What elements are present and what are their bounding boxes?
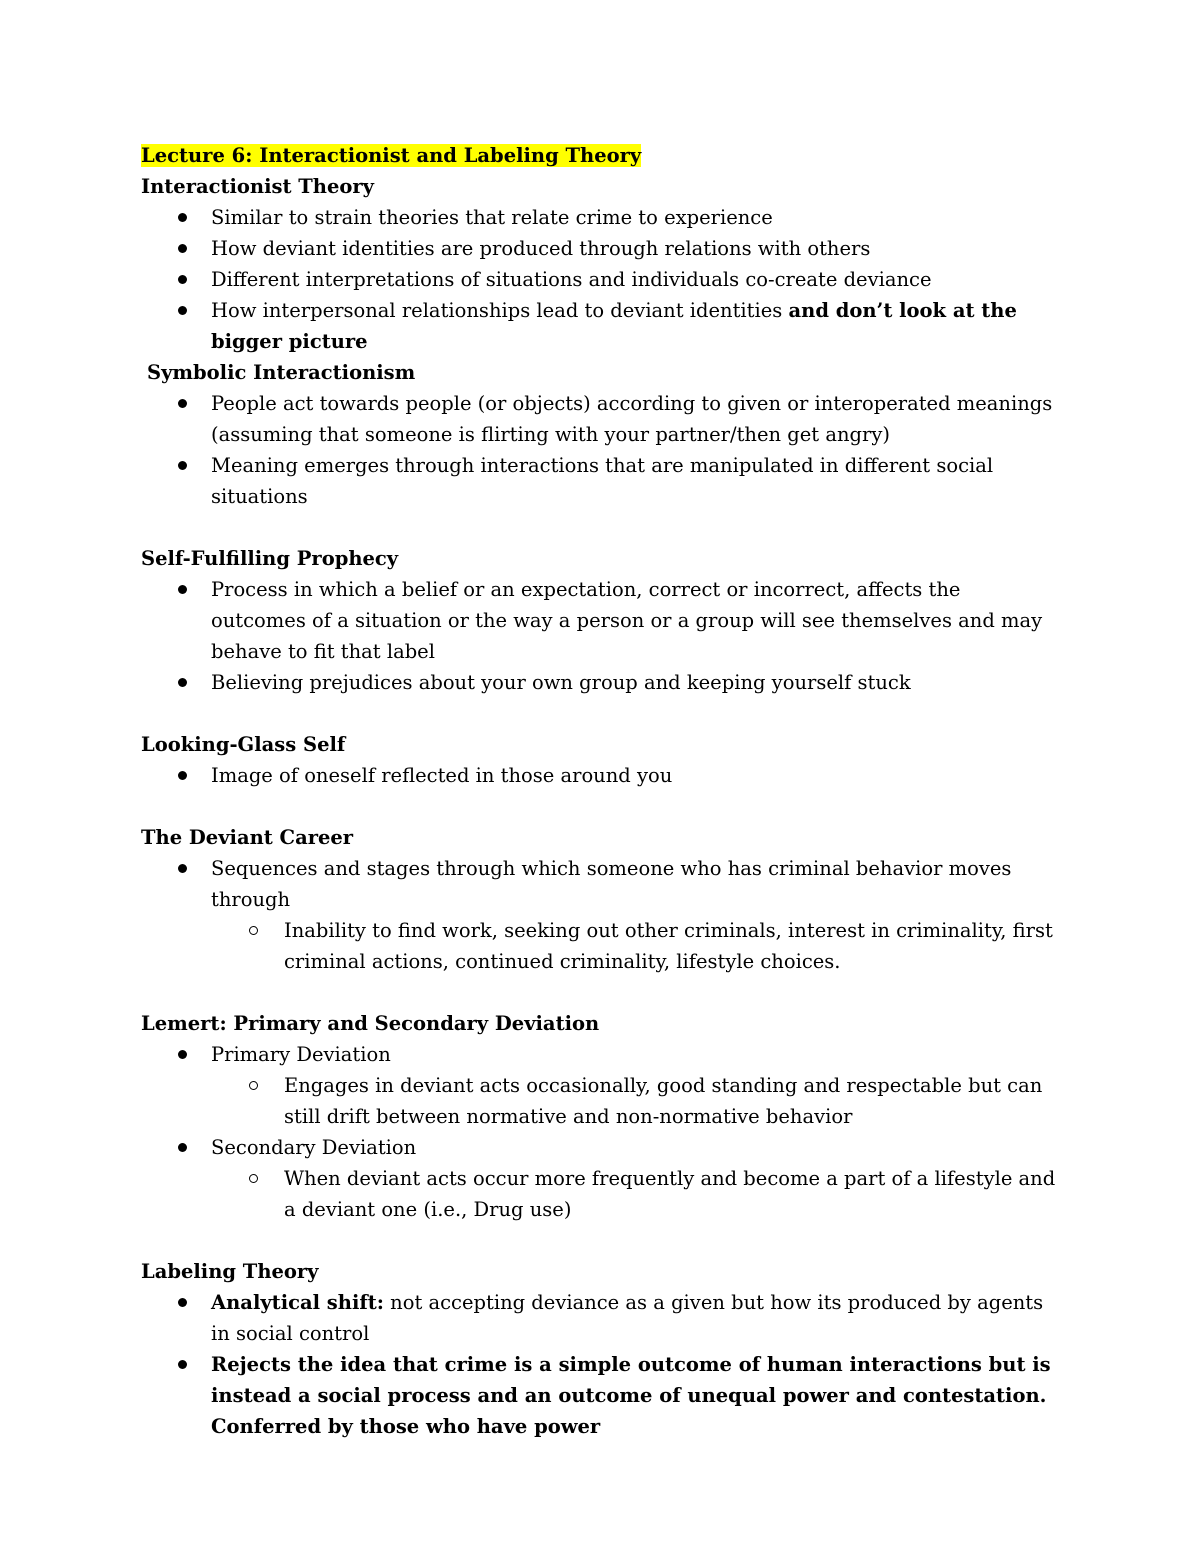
list-item (141, 853, 1061, 977)
heading-deviant-career: The Deviant Career (141, 826, 354, 849)
spacer (141, 977, 1061, 1008)
deviant-career-sublist (211, 915, 1061, 977)
hollow-bullet-icon (249, 1081, 258, 1090)
bullet-icon (178, 1298, 187, 1307)
labeling-list (141, 1287, 1061, 1442)
list-item (141, 1132, 1061, 1225)
bullet-icon (178, 1360, 187, 1369)
heading-interactionist-theory: Interactionist Theory (141, 175, 374, 198)
list-item (141, 1287, 1061, 1349)
lecture-title-highlight: Lecture 6: Interactionist and Labeling Theory (141, 144, 642, 167)
list-item-text: Similar to strain theories that relate crime to experience (211, 206, 773, 229)
list-item (141, 667, 1061, 698)
list-item-text: Secondary Deviation (211, 1136, 417, 1159)
sub-list-item-text: Inability to find work, seeking out other criminals, interest in criminality, first criminal actions, continued criminality, lifestyle choices. (284, 919, 1053, 973)
list-item (141, 1039, 1061, 1132)
list-item-text: Primary Deviation (211, 1043, 391, 1066)
primary-deviation-sublist (211, 1070, 1061, 1132)
list-item (141, 760, 1061, 791)
sub-list-item-text: Engages in deviant acts occasionally, good standing and respectable but can still drift between normative and non-normative behavior (284, 1074, 1043, 1128)
looking-glass-list (141, 760, 1061, 791)
list-item (141, 388, 1061, 450)
heading-self-fulfilling-prophecy: Self-Fulfilling Prophecy (141, 547, 399, 570)
list-item (141, 264, 1061, 295)
list-item (141, 450, 1061, 512)
lecture-title (141, 140, 1061, 171)
sub-list-item-text: When deviant acts occur more frequently and become a part of a lifestyle and a deviant one (i.e., Drug use) (284, 1167, 1056, 1221)
deviant-career-list (141, 853, 1061, 977)
bullet-icon (178, 678, 187, 687)
list-item-text: Different interpretations of situations and individuals co-create deviance (211, 268, 932, 291)
document-page (141, 140, 1061, 1442)
bullet-icon (178, 306, 187, 315)
list-item-bold-text: Analytical shift: (211, 1291, 384, 1314)
symbolic-list (141, 388, 1061, 512)
list-item (141, 233, 1061, 264)
bullet-icon (178, 244, 187, 253)
list-item-text: How interpersonal relationships lead to deviant identities (211, 299, 789, 322)
list-item (141, 295, 1061, 357)
heading-symbolic-interactionism: Symbolic Interactionism (147, 361, 416, 384)
bullet-icon (178, 864, 187, 873)
heading-looking-glass-self: Looking-Glass Self (141, 733, 346, 756)
bullet-icon (178, 771, 187, 780)
bullet-icon (178, 1050, 187, 1059)
list-item-text: Process in which a belief or an expectation, correct or incorrect, affects the outcomes of a situation or the way a person or a group will see themselves and may behave to fit that label (211, 578, 1043, 663)
list-item-text: Sequences and stages through which someone who has criminal behavior moves through (211, 857, 1012, 911)
list-item-text: Meaning emerges through interactions that are manipulated in different social situations (211, 454, 994, 508)
bullet-icon (178, 585, 187, 594)
list-item (141, 574, 1061, 667)
heading-labeling-theory: Labeling Theory (141, 1260, 319, 1283)
bullet-icon (178, 461, 187, 470)
spacer (141, 698, 1061, 729)
lemert-list (141, 1039, 1061, 1225)
interactionist-list (141, 202, 1061, 357)
secondary-deviation-sublist (211, 1163, 1061, 1225)
list-item-bold-text: Rejects the idea that crime is a simple outcome of human interactions but is instead a social process and an outcome of unequal power and contestation. Conferred by those who have power (211, 1353, 1051, 1438)
list-item-text: How deviant identities are produced through relations with others (211, 237, 871, 260)
list-item (141, 202, 1061, 233)
sub-list-item (211, 1070, 1061, 1132)
list-item-text: Image of oneself reflected in those around you (211, 764, 673, 787)
spacer (141, 512, 1061, 543)
hollow-bullet-icon (249, 1174, 258, 1183)
spacer (141, 1225, 1061, 1256)
sub-list-item (211, 915, 1061, 977)
list-item-text: not accepting deviance as a given but how its produced by agents in social control (211, 1291, 1044, 1345)
self-fulfilling-list (141, 574, 1061, 698)
bullet-icon (178, 213, 187, 222)
bullet-icon (178, 399, 187, 408)
list-item-text: People act towards people (or objects) according to given or interoperated meanings (assuming that someone is flirting with your partner/then get angry) (211, 392, 1053, 446)
spacer (141, 791, 1061, 822)
heading-lemert: Lemert: Primary and Secondary Deviation (141, 1012, 600, 1035)
sub-list-item (211, 1163, 1061, 1225)
list-item-bold-text: and don’t look at the bigger picture (211, 299, 1017, 353)
bullet-icon (178, 1143, 187, 1152)
list-item (141, 1349, 1061, 1442)
bullet-icon (178, 275, 187, 284)
list-item-text: Believing prejudices about your own group and keeping yourself stuck (211, 671, 911, 694)
hollow-bullet-icon (249, 926, 258, 935)
